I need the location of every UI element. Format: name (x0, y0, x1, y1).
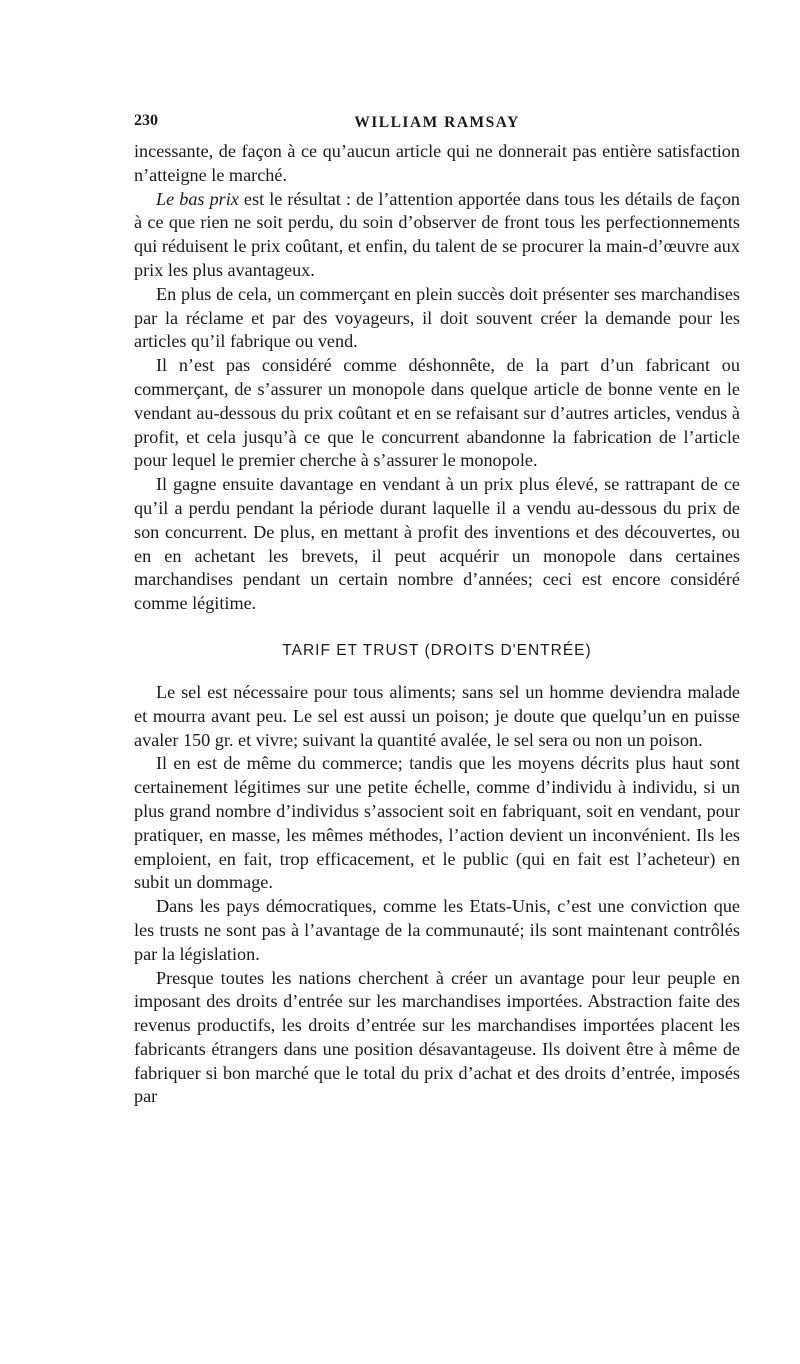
paragraph: Presque toutes les nations cherchent à créer un avantage pour leur peuple en imposant des droits d’entrée sur les marchandises importées. Abstraction faite des revenus productifs, les droits d’entrée sur les marchandises importées placent les fabricants étrangers dans une position désavantageuse. Ils doivent être à même de fabriquer si bon marché que le total du prix d’achat et des droits d’entrée, imposés par (134, 967, 740, 1107)
book-page (134, 112, 740, 1109)
paragraph: Il gagne ensuite davantage en vendant à un prix plus élevé, se rattrapant de ce qu’il a perdu pendant la période durant laquelle il a vendu au-dessous du prix de son concurrent. De plus, en mettant à profit des inventions et des découvertes, ou en en achetant les brevets, il peut acquérir un monopole dans certaines marchandises pendant un certain nombre d’années; ceci est encore considéré comme légitime. (134, 474, 740, 614)
paragraph-text: est le résultat : de l’attention apportée dans tous les détails de façon à ce que rien ne soit perdu, du soin d’observer de front tous les perfectionnements qui réduisent le prix coûtant, et enfin, du talent de se procurer la main-d’œuvre aux prix les plus avantageux. (134, 188, 741, 280)
paragraph: Il en est de même du commerce; tandis que les moyens décrits plus haut sont certainement légitimes sur une petite échelle, comme d’individu à individu, si un plus grand nombre d’individus s’associent soit en fabriquant, soit en vendant, pour pratiquer, en masse, les mêmes méthodes, l’action devient un inconvénient. Ils les emploient, en fait, trop efficacement, et le public (qui en fait est l’acheteur) en subit un dommage. (134, 753, 740, 893)
running-title: WILLIAM RAMSAY (354, 114, 520, 131)
paragraph: Dans les pays démocratiques, comme les Etats-Unis, c’est une conviction que les trusts ne sont pas à l’avantage de la communauté; ils sont maintenant contrôlés par la législation. (134, 896, 740, 964)
page-header (134, 112, 740, 140)
paragraph-bas-prix (134, 188, 740, 283)
paragraph: Le sel est nécessaire pour tous aliments; sans sel un homme deviendra malade et mourra avant peu. Le sel est aussi un poison; je doute que quelqu’un en puisse avaler 150 gr. et vivre; suivant la quantité avalée, le sel sera ou non un poison. (134, 681, 740, 750)
paragraph: En plus de cela, un commerçant en plein succès doit présenter ses marchandises par la réclame et par des voyageurs, il doit souvent créer la demande pour les articles qu’il fabrique ou vend. (134, 283, 740, 352)
paragraph: Il n’est pas considéré comme déshonnête, de la part d’un fabricant ou commerçant, de s’assurer un monopole dans quelque article de bonne vente en le vendant au-dessous du prix coûtant et en se refaisant sur d’autres articles, vendus à profit, et cela jusqu’à ce que le concurrent abandonne la fabrication de l’article pour lequel le premier cherche à s’assurer le monopole. (134, 355, 740, 471)
section-heading: TARIF ET TRUST (DROITS D'ENTRÉE) (282, 641, 592, 659)
page-number: 230 (134, 112, 158, 129)
italic-term: Le bas prix (156, 188, 239, 209)
body-text (134, 140, 740, 1109)
paragraph-continued: incessante, de façon à ce qu’aucun article qui ne donnerait pas entière satisfaction n’atteigne le marché. (134, 141, 740, 185)
